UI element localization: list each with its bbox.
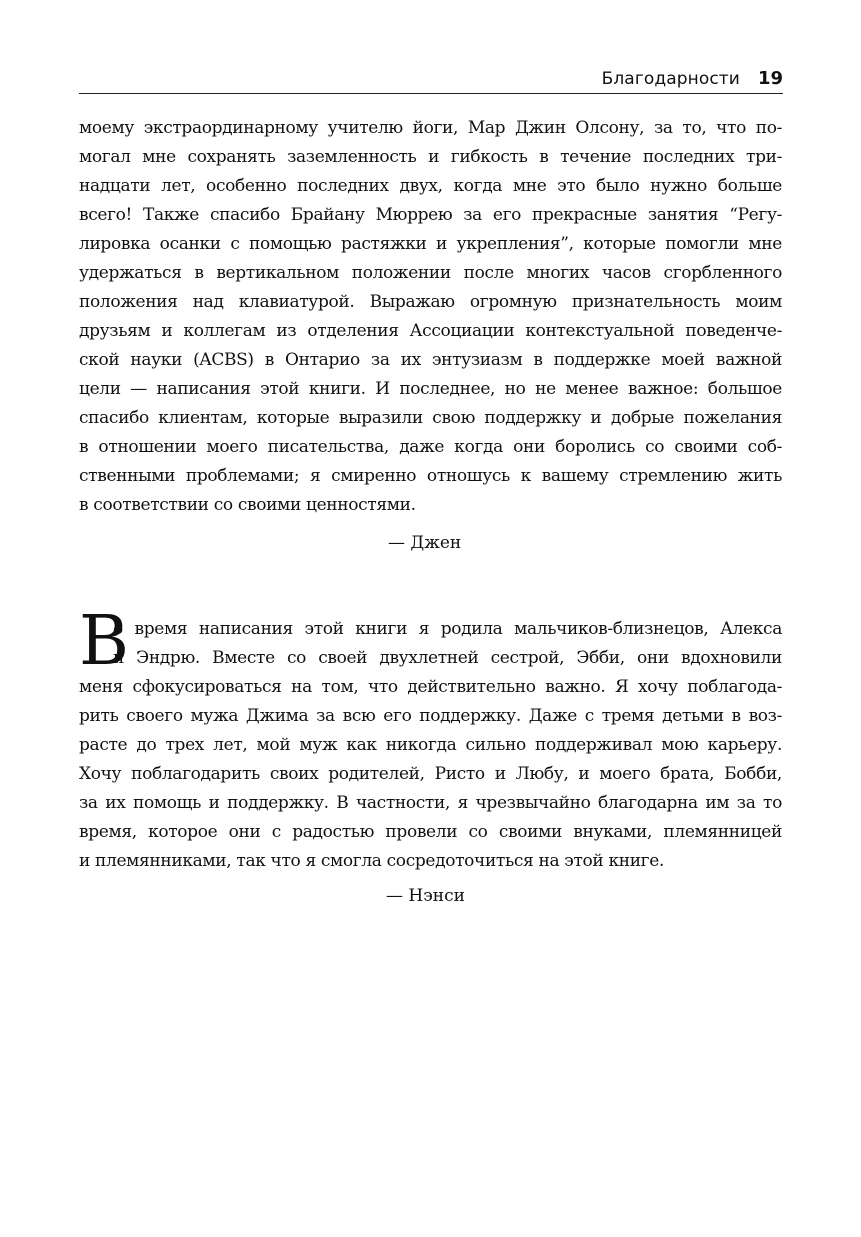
drop-cap: В <box>79 602 129 681</box>
text-line: расте до трех лет, мой муж как никогда сильно поддерживал мою карьеру. <box>79 735 782 755</box>
text-line: меня сфокусироваться на том, что действительно важно. Я хочу поблагода- <box>79 677 782 697</box>
acknowledgment-paragraph-jen <box>79 114 782 520</box>
text-line: ской науки (ACBS) в Онтарио за их энтузиазм в поддержке моей важной <box>79 350 782 370</box>
text-line: друзьям и коллегам из отделения Ассоциации контекстуальной поведенче- <box>79 321 782 341</box>
text-line: положения над клавиатурой. Выражаю огромную признательность моим <box>79 292 782 312</box>
running-head <box>79 66 783 94</box>
text-line: надцати лет, особенно последних двух, когда мне это было нужно больше <box>79 176 782 196</box>
signature-jen: — Джен <box>388 533 462 553</box>
text-line: в отношении моего писательства, даже когда они боролись со своими соб- <box>79 437 782 457</box>
text-line: в соответствии со своими ценностями. <box>79 495 416 515</box>
text-line: и племянниками, так что я смогла сосредоточиться на этой книге. <box>79 851 665 871</box>
section-title: Благодарности <box>601 69 740 89</box>
text-line: ственными проблемами; я смиренно отношусь к вашему стремлению жить <box>79 466 782 486</box>
text-line: цели — написания этой книги. И последнее, но не менее важное: большое <box>79 379 782 399</box>
text-line: могал мне сохранять заземленность и гибкость в течение последних три- <box>79 147 782 167</box>
text-line: о время написания этой книги я родила мальчиков-близнецов, Алекса <box>113 619 782 639</box>
text-line: удержаться в вертикальном положении после многих часов сгорбленного <box>79 263 782 283</box>
signature-nancy: — Нэнси <box>386 886 465 906</box>
text-line: моему экстраординарному учителю йоги, Мар Джин Олсону, за то, что по- <box>79 118 782 138</box>
text-line: за их помощь и поддержку. В частности, я чрезвычайно благодарна им за то <box>79 793 782 813</box>
text-line: и Эндрю. Вместе со своей двухлетней сестрой, Эбби, они вдохновили <box>113 648 782 668</box>
acknowledgment-paragraph-nancy <box>79 615 782 876</box>
text-line: Хочу поблагодарить своих родителей, Ристо и Любу, и моего брата, Бобби, <box>79 764 782 784</box>
text-line: время, которое они с радостью провели со своими внуками, племянницей <box>79 822 782 842</box>
text-line: спасибо клиентам, которые выразили свою поддержку и добрые пожелания <box>79 408 782 428</box>
text-line: всего! Также спасибо Брайану Мюррею за его прекрасные занятия “Регу- <box>79 205 782 225</box>
text-line: рить своего мужа Джима за всю его поддержку. Даже с тремя детьми в воз- <box>79 706 782 726</box>
text-line: лировка осанки с помощью растяжки и укрепления”, которые помогли мне <box>79 234 782 254</box>
page-number: 19 <box>757 68 783 89</box>
